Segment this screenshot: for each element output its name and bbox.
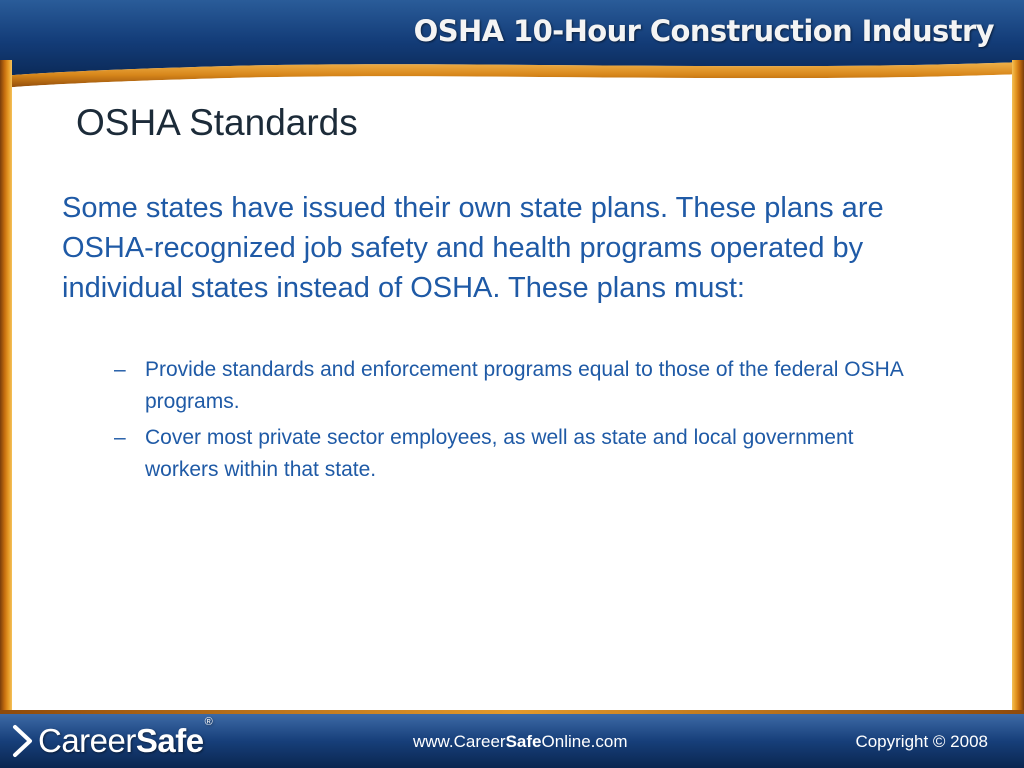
logo-text-bold: Safe (135, 722, 204, 759)
website-suffix: Online.com (541, 732, 628, 751)
careersafe-logo (12, 716, 212, 766)
bullet-text: Cover most private sector employees, as well as state and local government workers within that state. (145, 426, 854, 481)
website-prefix: www.Career (413, 732, 506, 751)
copyright-notice: Copyright © 2008 (855, 732, 988, 751)
footer-bar (0, 710, 1024, 768)
bullet-marker: – (114, 426, 126, 449)
registered-mark: ® (204, 716, 213, 728)
website-bold: Safe (505, 732, 542, 751)
course-title: OSHA 10-Hour Construction Industry (413, 14, 994, 48)
header-banner (0, 0, 1024, 90)
slide-content (0, 90, 1024, 710)
logo-text-regular: Career (38, 722, 136, 759)
bullet-list (112, 354, 922, 490)
bullet-marker: – (114, 358, 126, 381)
chevron-right-icon (12, 724, 34, 758)
bullet-item (112, 354, 922, 418)
logo-text (38, 716, 213, 760)
intro-paragraph: Some states have issued their own state plans. These plans are OSHA-recognized job safety and health programs operated by individual states instead of OSHA. These plans must: (62, 192, 884, 304)
website-link[interactable] (413, 732, 628, 752)
bullet-item (112, 422, 922, 486)
slide-title: OSHA Standards (76, 102, 358, 143)
bullet-text: Provide standards and enforcement programs equal to those of the federal OSHA programs. (145, 358, 903, 413)
